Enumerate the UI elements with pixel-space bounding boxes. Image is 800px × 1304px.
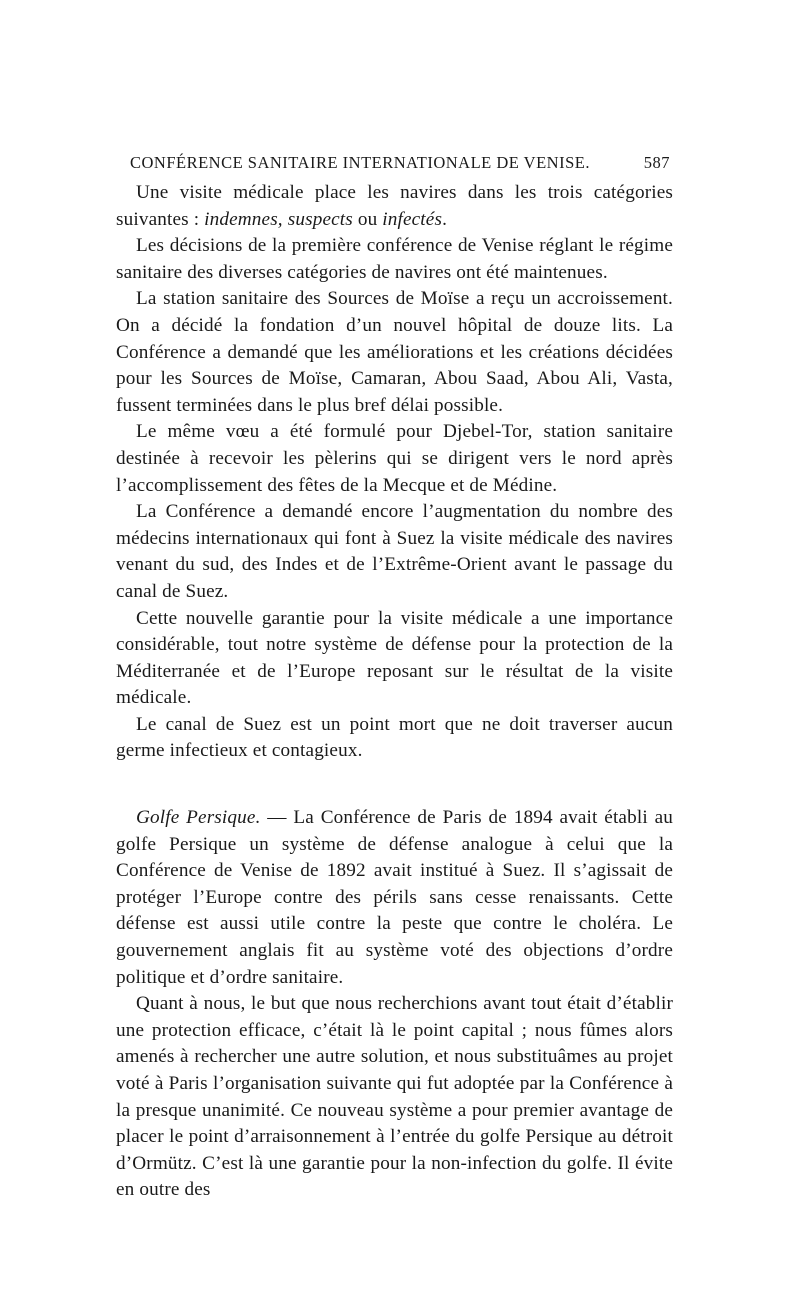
running-header [130,150,670,176]
paragraph-canal-suez: Le canal de Suez est un point mort que ne doit traverser aucun germe infectieux et contagieux. [116,713,673,762]
paragraph-quant-a-nous: Quant à nous, le but que nous recherchions avant tout était d’établir une protection efficace, c’était là le point capital ; nous fûmes alors amenés à rechercher une autre solution, et nous substituâmes au projet voté à Paris l’organisation suivante qui fut adoptée par la Conférence à la presque unanimité. Ce nouveau système a pour premier avantage de placer le point d’arraisonnement à l’entrée du golfe Persique au détroit d’Ormütz. C’est là une garantie pour la non-infection du golfe. Il évite en outre des [116,993,673,1201]
paragraph-medecins: La Conférence a demandé encore l’augmentation du nombre des médecins internationaux qui font à Suez la visite médicale des navires venant du sud, des Indes et de l’Extrême-Orient avant le passage du canal de Suez. [116,501,673,602]
running-title: CONFÉRENCE SANITAIRE INTERNATIONALE DE VENISE. [130,153,590,172]
paragraph-station-sanitaire: La station sanitaire des Sources de Moïse a reçu un accroissement. On a décidé la fondation d’un nouvel hôpital de douze lits. La Conférence a demandé que les améliorations et les créations décidées pour les Sources de Moïse, Camaran, Abou Saad, Abou Ali, Vasta, fussent terminées dans le plus bref délai possible. [116,288,673,416]
section-gap [116,765,673,805]
paragraph-text: ou [352,208,383,230]
page-number: 587 [643,153,670,172]
paragraph-garantie: Cette nouvelle garantie pour la visite médicale a une importance considérable, tout notre système de défense pour la protection de la Méditerranée et de l’Europe reposant sur le résultat de la visite médicale. [116,607,673,709]
body-text [116,180,673,1204]
paragraph-decisions: Les décisions de la première conférence de Venise réglant le régime sanitaire des diverses catégories de navires ont été maintenues. [116,235,673,283]
paragraph-text: Une visite médicale place les navires dans les trois catégories suivantes : [116,182,673,230]
paragraph-text: — La Conférence de Paris de 1894 avait établi au golfe Persique un système de défense analogue à celui que la Conférence de Venise de 1892 avait institué à Suez. Il s’agissait de protéger l’Europe contre des périls sans cesse renaissants. Cette défense est aussi utile contre la peste que contre le choléra. Le gouvernement anglais fit au système voté des objections d’ordre politique et d’ordre sanitaire. [116,807,673,988]
paragraph-categories [116,180,673,233]
italic-term-infectes: infectés [382,208,443,230]
italic-term-suspects: suspects [287,208,353,230]
paragraph-text: . [442,208,448,230]
italic-term-indemnes: indemnes, [204,208,283,230]
paragraph-djebel-tor: Le même vœu a été formulé pour Djebel-Tor, station sanitaire destinée à recevoir les pèlerins qui se dirigent vers le nord après l’accomplissement des fêtes de la Mecque et de Médine. [116,421,673,496]
section-lead-golfe-persique: Golfe Persique. [136,807,261,829]
paragraph-golfe-persique [116,805,673,991]
